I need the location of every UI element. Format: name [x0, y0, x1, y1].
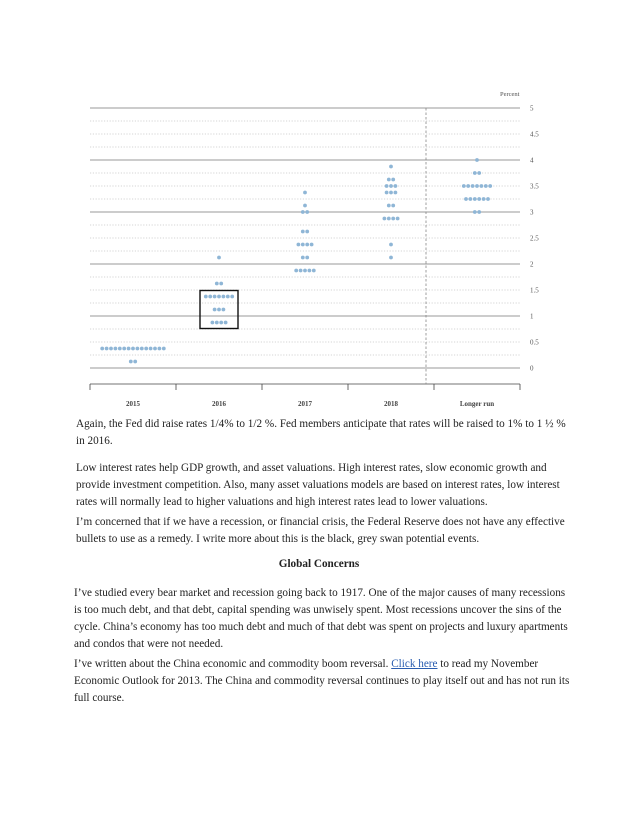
x-tick-label: 2015	[126, 400, 140, 408]
y-tick-label: 0	[530, 364, 534, 373]
dot-point	[217, 256, 221, 260]
y-tick-label: 2	[530, 260, 534, 269]
dot-point	[389, 256, 393, 260]
dot-point	[305, 256, 309, 260]
y-axis-label: Percent	[500, 91, 520, 98]
dot-point	[204, 295, 208, 299]
y-tick-label: 0.5	[530, 338, 539, 347]
dot-point	[122, 347, 126, 351]
chart-dots	[100, 158, 492, 363]
dot-point	[471, 184, 475, 188]
dot-point	[312, 269, 316, 273]
dot-point	[211, 321, 215, 325]
dot-point	[305, 243, 309, 247]
dot-point	[391, 217, 395, 221]
paragraph-china-reversal	[74, 656, 574, 707]
dot-point	[303, 204, 307, 208]
paragraph-interest-rates: Low interest rates help GDP growth, and asset valuations. High interest rates, slow economic growth and provide investment competition. Also, many asset valuations models are based on interest rates, low interest rates will normally lead to higher valuations and high interest rates lead to lower valuations.	[76, 462, 560, 508]
dot-point	[387, 178, 391, 182]
dot-point	[224, 321, 228, 325]
paragraph-fed-raise: Again, the Fed did raise rates 1/4% to 1/2 %. Fed members anticipate that rates will be raised to 1% to 1 ½ % in 2016.	[76, 418, 566, 447]
y-tick-label: 3.5	[530, 182, 539, 191]
dot-point	[162, 347, 166, 351]
dot-point	[303, 191, 307, 195]
x-tick-label: 2016	[212, 400, 226, 408]
dot-plot-chart	[80, 84, 560, 414]
dot-point	[385, 184, 389, 188]
dot-point	[383, 217, 387, 221]
x-tick-label: Longer run	[459, 400, 495, 408]
dot-point	[484, 184, 488, 188]
dot-point	[473, 197, 477, 201]
dot-point	[213, 308, 217, 312]
china-text-before: I’ve written about the China economic and commodity boom reversal.	[74, 658, 392, 670]
dot-point	[131, 347, 135, 351]
dot-point	[301, 256, 305, 260]
dot-point	[153, 347, 157, 351]
dot-point	[133, 360, 137, 364]
dot-point	[222, 308, 226, 312]
y-tick-label: 2.5	[530, 234, 539, 243]
dot-point	[477, 171, 481, 175]
dot-point	[217, 308, 221, 312]
dot-point	[394, 184, 398, 188]
dot-point	[387, 204, 391, 208]
y-tick-label: 1	[530, 312, 534, 321]
dot-point	[299, 269, 303, 273]
dot-point	[140, 347, 144, 351]
y-tick-label: 4	[530, 156, 534, 165]
dot-point	[301, 243, 305, 247]
dot-point	[215, 282, 219, 286]
dot-point	[208, 295, 212, 299]
dot-point	[301, 230, 305, 234]
dot-point	[118, 347, 122, 351]
dot-point	[462, 184, 466, 188]
dot-point	[219, 282, 223, 286]
dot-point	[385, 191, 389, 195]
dot-point	[396, 217, 400, 221]
dot-point	[226, 295, 230, 299]
dot-point	[136, 347, 140, 351]
dot-point	[394, 191, 398, 195]
dot-point	[230, 295, 234, 299]
click-here-link[interactable]: Click here	[391, 658, 438, 670]
dot-point	[488, 184, 492, 188]
dot-point	[114, 347, 118, 351]
y-tick-label: 5	[530, 104, 534, 113]
dot-point	[222, 295, 226, 299]
chart-grid	[90, 108, 520, 368]
dot-point	[477, 197, 481, 201]
x-tick-label: 2018	[384, 400, 398, 408]
paragraph-bear-market: I’ve studied every bear market and recession going back to 1917. One of the major causes of many recessions is too much debt, and that debt, capital spending was unwisely spent. Most recessions uncover the sins of the cycle. China’s economy has too much debt and much of that debt was spent on projects and luxury apartments and condos that were not needed.	[74, 587, 568, 650]
section-heading: Global Concerns	[278, 558, 360, 570]
china-text-after: to read my November Economic Outlook for 2013. The China and commodity reversal continues to play itself out and has not run its full course.	[74, 658, 570, 704]
dot-point	[389, 243, 393, 247]
dot-point	[303, 269, 307, 273]
dot-point	[305, 230, 309, 234]
dot-point	[391, 204, 395, 208]
dot-point	[297, 243, 301, 247]
dot-point	[144, 347, 148, 351]
paragraph-recession-concern: I’m concerned that if we have a recession, or financial crisis, the Federal Reserve does not have any effective bullets to use as a remedy. I write more about this is the black, grey swan potential events.	[76, 516, 565, 545]
dot-point	[482, 197, 486, 201]
dot-point	[310, 243, 314, 247]
dot-point	[389, 184, 393, 188]
dot-point	[100, 347, 104, 351]
dot-point	[215, 321, 219, 325]
dot-point	[480, 184, 484, 188]
dot-point	[475, 184, 479, 188]
dot-point	[305, 210, 309, 214]
dot-point	[473, 171, 477, 175]
dot-point	[464, 197, 468, 201]
dot-point	[217, 295, 221, 299]
dot-point	[158, 347, 162, 351]
dot-point	[389, 191, 393, 195]
dot-point	[105, 347, 109, 351]
dot-point	[389, 165, 393, 169]
dot-point	[469, 197, 473, 201]
dot-point	[219, 321, 223, 325]
y-tick-label: 3	[530, 208, 534, 217]
x-tick-label: 2017	[298, 400, 312, 408]
dot-point	[301, 210, 305, 214]
y-tick-label: 4.5	[530, 130, 539, 139]
dot-point	[477, 210, 481, 214]
dot-point	[109, 347, 113, 351]
dot-point	[387, 217, 391, 221]
dot-point	[486, 197, 490, 201]
dot-point	[213, 295, 217, 299]
chart-axis	[90, 105, 539, 409]
dot-point	[473, 210, 477, 214]
y-tick-label: 1.5	[530, 286, 539, 295]
dot-point	[308, 269, 312, 273]
dot-point	[127, 347, 131, 351]
dot-point	[475, 158, 479, 162]
dot-point	[466, 184, 470, 188]
dot-point	[129, 360, 133, 364]
dot-point	[391, 178, 395, 182]
dot-point	[294, 269, 298, 273]
dot-point	[149, 347, 153, 351]
